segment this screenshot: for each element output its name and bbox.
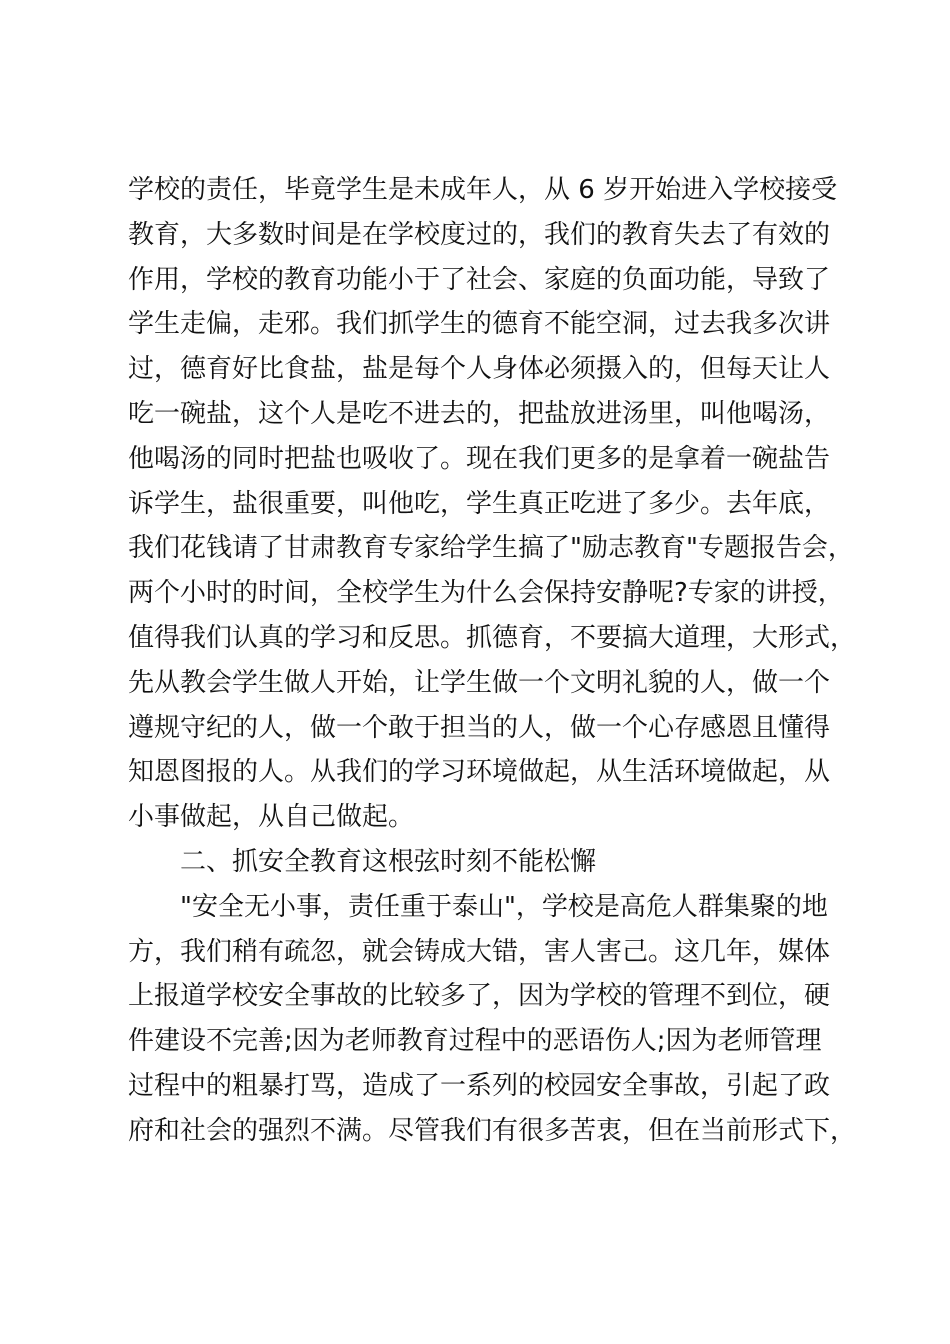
text-line: 两个小时的时间，全校学生为什么会保持安静呢?专家的讲授，: [128, 578, 844, 609]
text-line: 府和社会的强烈不满。尽管我们有很多苦衷，但在当前形式下，: [128, 1115, 857, 1146]
text-line: 他喝汤的同时把盐也吸收了。现在我们更多的是拿着一碗盐告: [128, 443, 831, 474]
text-line: 小事做起，从自己做起。: [128, 802, 415, 833]
text-line: 我们花钱请了甘肃教育专家给学生搞了"励志教育"专题报告会，: [128, 533, 854, 564]
text-line: 学校的责任，毕竟学生是未成年人，从 6 岁开始进入学校接受: [128, 175, 838, 205]
text-line: 诉学生，盐很重要，叫他吃，学生真正吃进了多少。去年底，: [128, 488, 831, 519]
text-line: 过，德育好比食盐，盐是每个人身体必须摄入的，但每天让人: [128, 354, 831, 385]
text-line: "安全无小事，责任重于泰山"，学校是高危人群集聚的地: [180, 891, 828, 922]
body-text: [128, 168, 858, 1154]
text-line: 上报道学校安全事故的比较多了，因为学校的管理不到位，硬: [128, 981, 831, 1012]
section-heading: 二、抓安全教育这根弦时刻不能松懈: [180, 846, 597, 877]
text-line: 先从教会学生做人开始，让学生做一个文明礼貌的人，做一个: [128, 667, 831, 698]
text-line: 作用，学校的教育功能小于了社会、家庭的负面功能，导致了: [128, 264, 831, 295]
text-line: 值得我们认真的学习和反思。抓德育，不要搞大道理，大形式，: [128, 622, 857, 653]
text-line: 件建设不完善;因为老师教育过程中的恶语伤人;因为老师管理: [128, 1026, 822, 1057]
text-line: 知恩图报的人。从我们的学习环境做起，从生活环境做起，从: [128, 757, 831, 788]
text-line: 方，我们稍有疏忽，就会铸成大错，害人害己。这几年，媒体: [128, 936, 831, 967]
text-line: 学生走偏，走邪。我们抓学生的德育不能空洞，过去我多次讲: [128, 309, 831, 340]
text-line: 吃一碗盐，这个人是吃不进去的，把盐放进汤里，叫他喝汤，: [128, 398, 831, 429]
text-line: 遵规守纪的人，做一个敢于担当的人，做一个心存感恩且懂得: [128, 712, 831, 743]
text-line: 教育，大多数时间是在学校度过的，我们的教育失去了有效的: [128, 219, 831, 250]
text-line: 过程中的粗暴打骂，造成了一系列的校园安全事故，引起了政: [128, 1070, 831, 1101]
